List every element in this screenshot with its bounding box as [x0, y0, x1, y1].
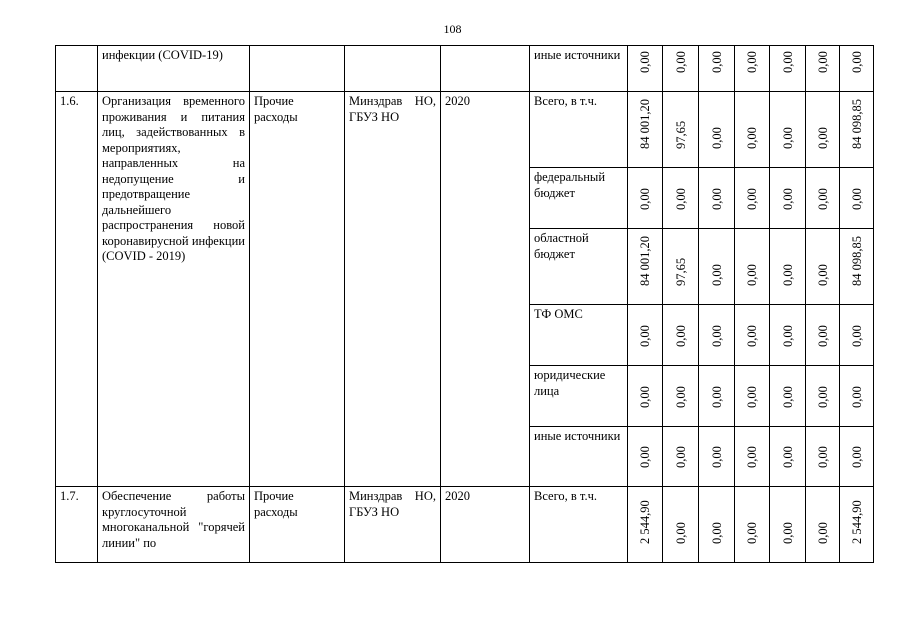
- value-cell: [699, 229, 735, 305]
- value-text: 0,00: [849, 446, 864, 468]
- expense-type-cell: [250, 46, 345, 92]
- value-cell: [806, 487, 840, 563]
- funding-source-cell: Всего, в т.ч.: [530, 92, 628, 168]
- value-text: 0,00: [638, 446, 652, 468]
- value-text: 0,00: [815, 127, 830, 149]
- value-cell: [770, 92, 806, 168]
- value-text: 0,00: [638, 325, 652, 347]
- event-name-cell: Обеспечение работы круглосуточной многоканальной "горячей линии" по: [98, 487, 250, 563]
- value-cell: [840, 366, 874, 427]
- value-cell: [806, 92, 840, 168]
- value-text: 0,00: [780, 51, 795, 73]
- value-text: 0,00: [638, 51, 652, 73]
- row-number-cell: [56, 46, 98, 92]
- page-number: 108: [443, 22, 462, 36]
- value-text: 84 098,85: [849, 99, 864, 149]
- year-cell: 2020: [441, 487, 530, 563]
- value-cell: [663, 305, 699, 366]
- funding-source-cell: иные источники: [530, 46, 628, 92]
- value-cell: [840, 92, 874, 168]
- value-cell: [663, 366, 699, 427]
- value-text: 0,00: [673, 522, 688, 544]
- value-cell: [699, 427, 735, 487]
- value-text: 0,00: [815, 188, 830, 210]
- row-number-cell: 1.6.: [56, 92, 98, 487]
- value-cell: [628, 305, 663, 366]
- value-text: 0,00: [849, 325, 864, 347]
- value-cell: [663, 92, 699, 168]
- value-text: 0,00: [673, 51, 688, 73]
- funding-source-cell: ТФ ОМС: [530, 305, 628, 366]
- funding-source-cell: юридические лица: [530, 366, 628, 427]
- value-text: 0,00: [815, 522, 830, 544]
- value-text: 0,00: [709, 188, 724, 210]
- expense-type-cell: Прочие расходы: [250, 487, 345, 563]
- executor-cell: [345, 46, 441, 92]
- value-text: 0,00: [673, 386, 688, 408]
- value-cell: [699, 305, 735, 366]
- value-cell: [806, 366, 840, 427]
- year-cell: 2020: [441, 92, 530, 487]
- value-text: 0,00: [849, 386, 864, 408]
- row-number-cell: 1.7.: [56, 487, 98, 563]
- value-cell: [735, 487, 770, 563]
- value-cell: [699, 168, 735, 229]
- value-cell: [735, 168, 770, 229]
- value-cell: [806, 46, 840, 92]
- value-text: 0,00: [638, 386, 652, 408]
- value-text: 0,00: [815, 264, 830, 286]
- value-cell: [699, 366, 735, 427]
- value-cell: [735, 46, 770, 92]
- value-cell: [770, 427, 806, 487]
- value-cell: [699, 487, 735, 563]
- value-text: 84 098,85: [849, 236, 864, 286]
- table-row: [56, 92, 874, 168]
- value-cell: [699, 92, 735, 168]
- value-cell: [806, 229, 840, 305]
- value-text: 0,00: [709, 386, 724, 408]
- value-text: 2 544,90: [638, 500, 652, 544]
- value-cell: [663, 487, 699, 563]
- value-cell: [806, 427, 840, 487]
- value-text: 0,00: [745, 522, 759, 544]
- value-text: 0,00: [745, 446, 759, 468]
- value-text: 0,00: [709, 264, 724, 286]
- value-cell: [770, 487, 806, 563]
- value-text: 84 001,20: [638, 99, 652, 149]
- value-cell: [840, 427, 874, 487]
- value-text: 0,00: [815, 325, 830, 347]
- executor-cell: Минздрав НО, ГБУЗ НО: [345, 92, 441, 487]
- value-text: 0,00: [780, 325, 795, 347]
- funding-source-cell: областной бюджет: [530, 229, 628, 305]
- executor-cell: Минздрав НО, ГБУЗ НО: [345, 487, 441, 563]
- value-cell: [840, 46, 874, 92]
- value-cell: [806, 168, 840, 229]
- value-text: 97,65: [673, 257, 688, 286]
- value-text: 0,00: [780, 127, 795, 149]
- value-cell: [735, 305, 770, 366]
- funding-source-cell: федеральный бюджет: [530, 168, 628, 229]
- value-cell: [628, 92, 663, 168]
- value-text: 0,00: [780, 264, 795, 286]
- value-cell: [770, 229, 806, 305]
- funding-source-cell: иные источники: [530, 427, 628, 487]
- value-text: 2 544,90: [849, 500, 864, 544]
- year-cell: [441, 46, 530, 92]
- value-cell: [840, 229, 874, 305]
- value-text: 0,00: [815, 386, 830, 408]
- value-text: 0,00: [638, 188, 652, 210]
- value-cell: [770, 366, 806, 427]
- value-cell: [840, 487, 874, 563]
- value-text: 0,00: [709, 51, 724, 73]
- value-text: 0,00: [709, 127, 724, 149]
- value-text: 0,00: [745, 325, 759, 347]
- event-name-cell: инфекции (COVID-19): [98, 46, 250, 92]
- value-text: 97,65: [673, 120, 688, 149]
- value-cell: [735, 427, 770, 487]
- value-text: 0,00: [780, 188, 795, 210]
- value-cell: [735, 366, 770, 427]
- value-cell: [628, 168, 663, 229]
- value-text: 0,00: [745, 264, 759, 286]
- value-cell: [628, 366, 663, 427]
- value-text: 0,00: [745, 127, 759, 149]
- event-name-cell: Организация временного проживания и питания лиц, задействованных в мероприятиях, направленных на недопущение и предотвращение дальнейшего распространения новой коронавирусной инфекции (COVID - 2019): [98, 92, 250, 487]
- value-cell: [840, 305, 874, 366]
- value-cell: [628, 487, 663, 563]
- value-text: 84 001,20: [638, 236, 652, 286]
- value-cell: [770, 168, 806, 229]
- budget-table: [55, 45, 874, 563]
- value-text: 0,00: [815, 446, 830, 468]
- value-text: 0,00: [780, 386, 795, 408]
- value-cell: [770, 305, 806, 366]
- value-text: 0,00: [849, 188, 864, 210]
- value-text: 0,00: [745, 386, 759, 408]
- value-cell: [628, 427, 663, 487]
- value-cell: [840, 168, 874, 229]
- value-text: 0,00: [745, 188, 759, 210]
- value-text: 0,00: [815, 51, 830, 73]
- value-cell: [770, 46, 806, 92]
- value-text: 0,00: [780, 522, 795, 544]
- value-cell: [663, 46, 699, 92]
- value-cell: [699, 46, 735, 92]
- value-text: 0,00: [780, 446, 795, 468]
- value-text: 0,00: [745, 51, 759, 73]
- value-cell: [806, 305, 840, 366]
- value-cell: [663, 168, 699, 229]
- value-cell: [735, 92, 770, 168]
- value-text: 0,00: [673, 446, 688, 468]
- value-text: 0,00: [709, 325, 724, 347]
- value-cell: [735, 229, 770, 305]
- table-row: [56, 487, 874, 563]
- funding-source-cell: Всего, в т.ч.: [530, 487, 628, 563]
- value-cell: [628, 46, 663, 92]
- value-cell: [663, 229, 699, 305]
- value-cell: [628, 229, 663, 305]
- value-text: 0,00: [709, 446, 724, 468]
- expense-type-cell: Прочие расходы: [250, 92, 345, 487]
- value-cell: [663, 427, 699, 487]
- value-text: 0,00: [673, 325, 688, 347]
- value-text: 0,00: [709, 522, 724, 544]
- value-text: 0,00: [673, 188, 688, 210]
- table-row: [56, 46, 874, 92]
- value-text: 0,00: [849, 51, 864, 73]
